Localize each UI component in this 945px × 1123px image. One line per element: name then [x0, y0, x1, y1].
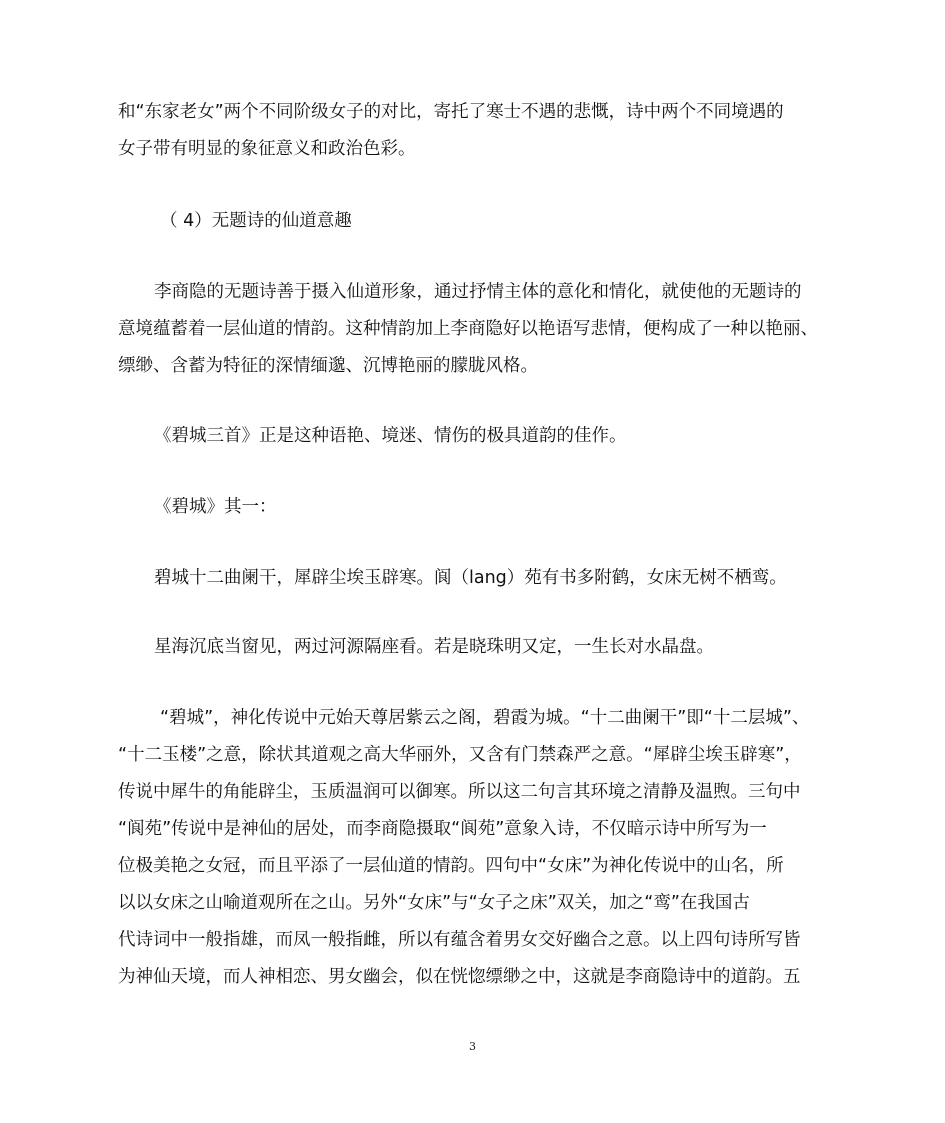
paragraph-line: 缥缈、含蓄为特征的深情缅邈、沉博艳丽的朦胧风格。 — [118, 356, 538, 376]
paragraph-line: “碧城”，神化传说中元始天尊居紫云之阁，碧霞为城。“十二曲阑干”即“十二层城”、 — [160, 708, 810, 728]
paragraph-line: 位极美艳之女冠，而且平添了一层仙道的情韵。四句中“女床”为神化传说中的山名，所 — [118, 856, 784, 876]
section-heading — [118, 203, 830, 240]
paragraph-intro — [118, 274, 830, 385]
paragraph-bicheng-intro — [118, 418, 830, 455]
paragraph-line: 李商隐的无题诗善于摄入仙道形象，通过抒情主体的意化和情化，就使他的无题诗的 — [154, 282, 802, 302]
paragraph-line: 为神仙天境，而人神相恋、男女幽会，似在恍惚缥缈之中，这就是李商隐诗中的道韵。五 — [118, 967, 801, 987]
poem-title-text: 《碧城》其一： — [154, 497, 277, 517]
poem-line-2 — [118, 629, 830, 666]
paragraph-continuation — [118, 94, 830, 168]
paragraph-line: 女子带有明显的象征意义和政治色彩。 — [118, 139, 416, 159]
paragraph-commentary — [118, 700, 830, 996]
poem-line: 碧城十二曲阑干，犀辟尘埃玉辟寒。阆（lang）苑有书多附鹤，女床无树不栖鸾。 — [154, 568, 787, 588]
section-heading-text: （ 4）无题诗的仙道意趣 — [160, 211, 352, 231]
paragraph-line: 以以女床之山喻道观所在之山。另外“女床”与“女子之床”双关，加之“鸾”在我国古 — [118, 893, 750, 913]
paragraph-line: 和“东家老女”两个不同阶级女子的对比，寄托了寒士不遇的悲慨，诗中两个不同境遇的 — [118, 102, 784, 122]
paragraph-line: “阆苑”传说中是神仙的居处，而李商隐摄取“阆苑”意象入诗，不仅暗示诗中所写为一 — [118, 819, 767, 839]
paragraph-line: 传说中犀牛的角能辟尘，玉质温润可以御寒。所以这二句言其环境之清静及温煦。三句中 — [118, 782, 801, 802]
paragraph-line: 《碧城三首》正是这种语艳、境迷、情伤的极具道韵的佳作。 — [154, 426, 627, 446]
poem-line-1 — [118, 560, 830, 597]
page-number: 3 — [469, 1040, 476, 1053]
paragraph-line: 代诗词中一般指雄，而凤一般指雌，所以有蕴含着男女交好幽合之意。以上四句诗所写皆 — [118, 930, 801, 950]
poem-line: 星海沉底当窗见，两过河源隔座看。若是晓珠明又定，一生长对水晶盘。 — [154, 637, 714, 657]
paragraph-line: 意境蕴蓄着一层仙道的情韵。这种情韵加上李商隐好以艳语写悲情，便构成了一种以艳丽、 — [118, 319, 818, 339]
poem-title — [118, 489, 830, 526]
paragraph-line: “十二玉楼”之意，除状其道观之高大华丽外，又含有门禁森严之意。“犀辟尘埃玉辟寒”， — [118, 745, 802, 765]
